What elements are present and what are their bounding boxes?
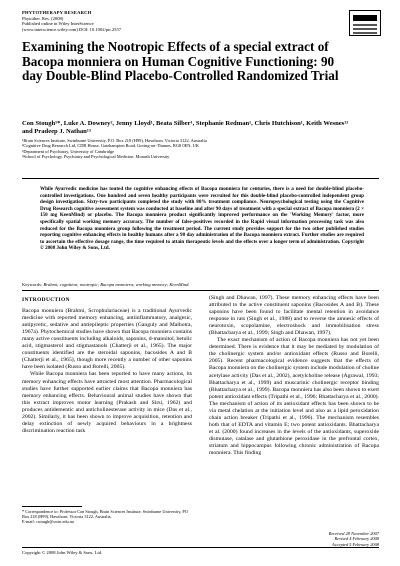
footer-rule bbox=[22, 547, 379, 548]
received-dates: Received 28 November 2007 Revised 4 February 2008 Accepted 5 February 2008 bbox=[328, 531, 379, 547]
abstract-rule bbox=[22, 290, 379, 291]
footnote-rule bbox=[22, 506, 82, 507]
keywords-text: Brahmi; cognition; nootropic; Bacopa monniera; working memory; KeenMind. bbox=[43, 282, 190, 287]
logo-line bbox=[353, 24, 377, 26]
journal-published: Published online in Wiley InterScience bbox=[22, 21, 94, 27]
correspondence-footnote: * Correspondence to: Professor Con Stough, Brain Sciences Institute, Swinburne University, PO Box 218 (H99), Hawthorn, Victoria 3122, Australia. E-mail: cstough@swin.edu.au bbox=[22, 509, 188, 525]
abstract: While Ayurvedic medicine has touted the cognitive enhancing effects of Bacopa monniera for centuries, there is a need for double-blind placebo-controlled investigations. One hundred and seven healthy participants were recruited for this double-blind placebo-controlled independent group design investigation. Sixty-two participants completed the study with 80% treatment compliance. Neuropsychological testing using the Cognitive Drug Research cognitive assessment system was conducted at baseline and after 90 days of treatment with a special extract of Bacopa monniera (2 × 150 mg KeenMind) or placebo. The Bacopa monniera product significantly improved performance on the 'Working Memory' factor, more specifically spatial working memory accuracy. The number of false-positives recorded in the Rapid visual information processing task was also reduced for the Bacopa monniera group following the treatment period. The current study provides support for the two other published studies reporting cognitive enhancing effects in healthy humans after a 90 day administration of the Bacopa monniera extract. Further studies are required to ascertain the effective dosage range, the time required to attain therapeutic levels and the effects over a longer term of administration. Copyright © 2008 John Wiley & Sons, Ltd. bbox=[40, 186, 364, 252]
body-paragraph: Bacopa monniera (Brahmi, Scrophulariaceae) is a traditional Ayurvedic medicine with reported memory enhancing, antiinflammatory, analgesic, antipyretic, sedative and antiepileptic properties (Ganguly and Malhotra, 1967a). Phytochemical studies have shown that Bacopa monniera contains many active constituents including alkaloids, saponins, d-mannitol, betulic acid, stigmasterol and stigmastanols (Chatterji et al., 1965). The major constituents identified are the steroidal saponins, bacosides A and B (Chatterji et al., 1965), though more recently a number of other saponins have been isolated (Russo and Borelli, 2005). bbox=[22, 308, 192, 371]
header-rule bbox=[22, 178, 379, 179]
logo-line bbox=[353, 28, 377, 30]
journal-name: PHYTOTHERAPY RESEARCH bbox=[22, 10, 92, 15]
keywords-label: Keywords: bbox=[22, 282, 43, 287]
logo-band bbox=[353, 15, 377, 21]
left-column bbox=[22, 295, 192, 435]
logo-line bbox=[353, 32, 377, 34]
journal-citation: Phytother. Res. (2008) bbox=[22, 15, 64, 21]
affiliation: ⁴School of Psychology, Psychiatry and Psychological Medicine, Monash University bbox=[22, 154, 170, 160]
article-title: Examining the Nootropic Effects of a special extract of Bacopa monniera on Human Cognitive Functioning: 90 day Double-Blind Placebo-Controlled Randomized Trial bbox=[22, 39, 339, 84]
keywords bbox=[22, 282, 379, 288]
copyright-notice: Copyright © 2008 John Wiley & Sons, Ltd. bbox=[22, 550, 103, 555]
publisher-logo bbox=[349, 10, 381, 36]
affiliation: ²Cognitive Drug Research Ltd, CDR House, Gatehampton Road, Goring-on-Thames, RG8 0EN, UK bbox=[22, 143, 199, 149]
affiliations bbox=[22, 138, 352, 160]
affiliation: ³Department of Psychiatry, University of Cambridge bbox=[22, 148, 115, 154]
affiliation: ¹Brain Sciences Institute, Swinburne University, P.O. Box 218 (H99), Hawthorn, Victoria 3122, Australia bbox=[22, 138, 207, 143]
body-paragraph: While Bacopa monniera has been reported to have many actions, its memory enhancing effects have attracted most attention. Pharmacological studies have further supported earlier claims that Bacopa monniera has memory enhancing effects. Behavioural animal studies have shown that this extract improves motor learning (Prakash and Sirsi, 1962) and produces antidementic and anticholinesterase activity in mice (Das et al., 2002). Similarly, it has been shown to improve acquisition, retention and delay extinction of newly acquired behaviours in a brightness discrimination reaction task bbox=[22, 371, 192, 434]
body-paragraph: The exact mechanism of action of Bacopa monniera has not yet been determined. There is evidence that it may be mediated by modulation of the cholinergic system and/or antioxidant effects (Russo and Borelli, 2005). Recent pharmacological evidence suggests that the effects of Bacopa monniera on the cholinergic system include modulation of choline acetylase activity (Das et al., 2002), acetylcholine release (Agrawal, 1993; Bhattacharya et al., 1999) and muscarinic cholinergic receptor binding (Bhattacharya et al., 1999). Bacopa monniera has also been shown to exert potent antioxidant effects (Tripathi et al., 1996; Bhattacharya et al., 2000). The mechanism of action of its antioxidant effects has been shown to be via metal chelation at the initiation level and also as a lipid peroxidation chain action breaker (Tripathi et al., 1996). The mechanism resembles both that of EDTA and vitamin E; two potent antioxidants. Bhattacharya et al. (2000) found increases in the levels of the antioxidants, superoxide dismutase, catalase and glutathione peroxidase in the prefrontal cortex, striatum and hippocampus following chronic administration of Bacopa monniera. This finding bbox=[209, 337, 379, 457]
journal-header bbox=[22, 10, 121, 32]
section-heading-introduction: INTRODUCTION bbox=[22, 297, 70, 303]
right-column bbox=[209, 295, 379, 457]
body-paragraph: (Singh and Dhawan, 1997). These memory enhancing effects have been attributed to the active constituent saponins (Bacosides A and B). These saponins have been found to facilitate mental retention in avoidance response in rats (Singh et al., 1988) and to reverse the amnesic effects of neurotoxin, scopolamine, electroshock and immobilisation stress (Bhattacharya et al., 1999; Singh and Dhawan, 1997). bbox=[209, 295, 379, 337]
journal-doi: (www.interscience.wiley.com) DOI: 10.1002/ptr.2557 bbox=[22, 26, 122, 32]
author-list: Con Stough¹*, Luke A. Downey², Jenny Lloyd¹, Beata Silber¹, Stephanie Redman¹, Chris Hutchison¹, Keith Wesnes¹² and Pradeep J. Nathan¹³ bbox=[22, 120, 349, 135]
